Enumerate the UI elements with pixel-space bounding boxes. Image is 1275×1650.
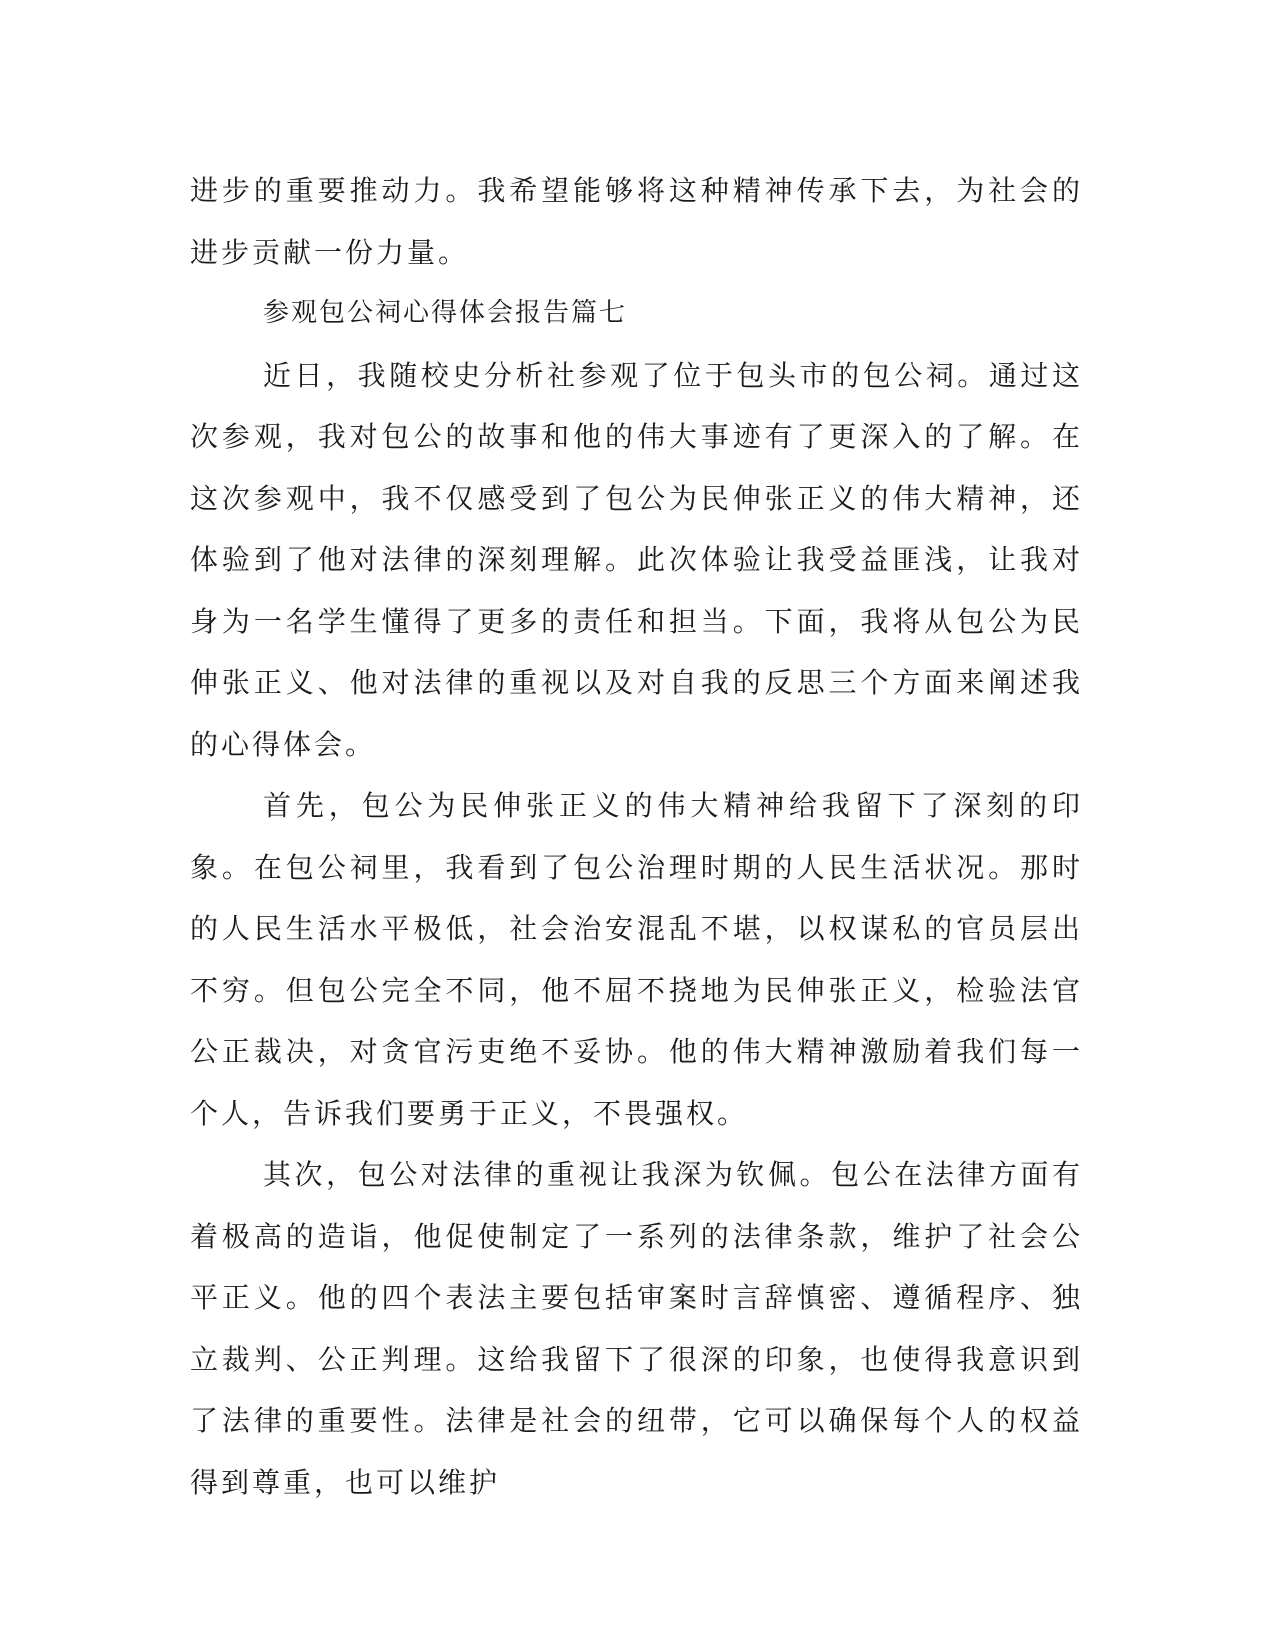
section-heading: 参观包公祠心得体会报告篇七 bbox=[263, 298, 628, 328]
paragraph-intro: 近日，我随校史分析社参观了位于包头市的包公祠。通过这次参观，我对包公的故事和他的伟大事迹有了更深入的了解。在这次参观中，我不仅感受到了包公为民伸张正义的伟大精神，还体验到了他对法律的深刻理解。此次体验让我受益匪浅，让我对身为一名学生懂得了更多的责任和担当。下面，我将从包公为民伸张正义、他对法律的重视以及对自我的反思三个方面来阐述我的心得体会。 bbox=[190, 358, 1083, 761]
paragraph-second-point: 其次，包公对法律的重视让我深为钦佩。包公在法律方面有着极高的造诣，他促使制定了一系列的法律条款，维护了社会公平正义。他的四个表法主要包括审案时言辞慎密、遵循程序、独立裁判、公正判理。这给我留下了很深的印象，也使得我意识到了法律的重要性。法律是社会的纽带，它可以确保每个人的权益得到尊重，也可以维护 bbox=[190, 1158, 1083, 1499]
paragraph-continuation: 进步的重要推动力。我希望能够将这种精神传承下去，为社会的进步贡献一份力量。 bbox=[190, 174, 1083, 269]
paragraph-first-point: 首先，包公为民伸张正义的伟大精神给我留下了深刻的印象。在包公祠里，我看到了包公治理时期的人民生活状况。那时的人民生活水平极低，社会治安混乱不堪，以权谋私的官员层出不穷。但包公完全不同，他不屈不挠地为民伸张正义，检验法官公正裁决，对贪官污吏绝不妥协。他的伟大精神激励着我们每一个人，告诉我们要勇于正义，不畏强权。 bbox=[190, 789, 1083, 1130]
document-body bbox=[190, 160, 1083, 1513]
